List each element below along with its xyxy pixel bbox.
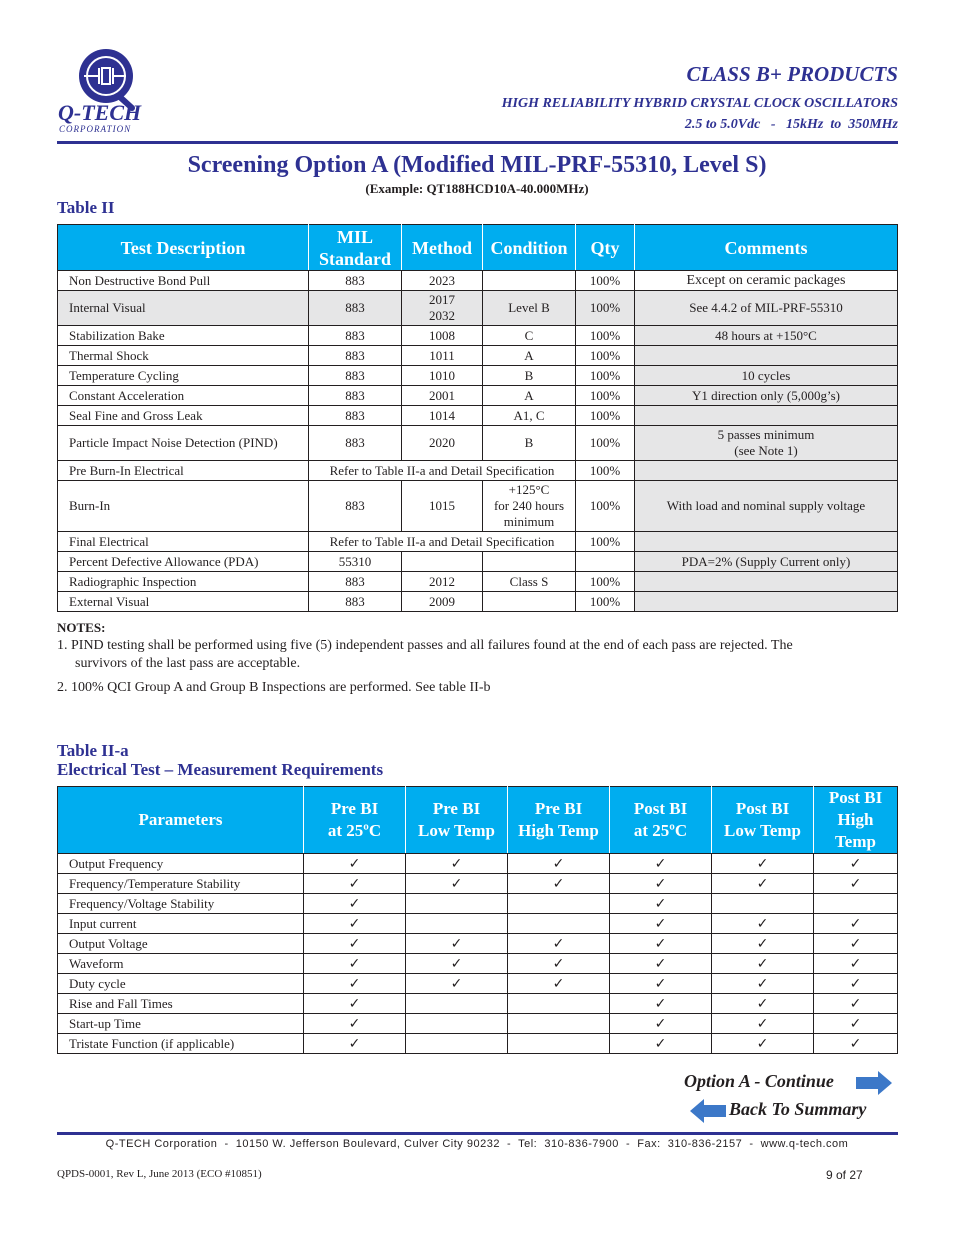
check-icon: ✓ (304, 954, 406, 974)
cell-qty: 100% (576, 461, 635, 481)
col-header-line: Low Temp (418, 821, 495, 840)
check-icon: ✓ (304, 1014, 406, 1034)
company-logo (57, 42, 152, 138)
cell-comments: Y1 direction only (5,000g’s) (635, 386, 898, 406)
table-row (58, 572, 898, 592)
table-row (58, 1034, 898, 1054)
cell-method: 1011 (402, 346, 483, 366)
check-icon: ✓ (508, 874, 610, 894)
table-row (58, 271, 898, 291)
cell-method: 2009 (402, 592, 483, 612)
cell-mil: 883 (309, 366, 402, 386)
table-row (58, 326, 898, 346)
cell-qty: 100% (576, 291, 635, 326)
col-header (712, 787, 814, 854)
col-header (814, 787, 898, 854)
col-header-line: Post BI (735, 799, 790, 818)
check-icon: ✓ (814, 1014, 898, 1034)
cell-condition: B (483, 366, 576, 386)
cell-comments: PDA=2% (Supply Current only) (635, 552, 898, 572)
col-header-line: Pre BI (534, 799, 583, 818)
cell-condition: B (483, 426, 576, 461)
col-header-line: at 25ºC (327, 821, 382, 840)
check-icon: ✓ (610, 874, 712, 894)
check-icon: ✓ (814, 874, 898, 894)
col-header (406, 787, 508, 854)
empty-cell (508, 1034, 610, 1054)
empty-cell (712, 894, 814, 914)
cell-line: for 240 hours (493, 498, 565, 513)
check-icon: ✓ (304, 934, 406, 954)
cell-mil: 883 (309, 386, 402, 406)
cell-test-description: Internal Visual (58, 291, 309, 326)
notes-title: NOTES: (57, 620, 106, 635)
check-icon: ✓ (814, 854, 898, 874)
table-row (58, 406, 898, 426)
cell-parameter: Tristate Function (if applicable) (58, 1034, 304, 1054)
cell-mil: 883 (309, 346, 402, 366)
col-header (58, 787, 304, 854)
col-header (304, 787, 406, 854)
check-icon: ✓ (712, 934, 814, 954)
cell-method: 2012 (402, 572, 483, 592)
electrical-test-table (57, 786, 898, 1054)
check-icon: ✓ (610, 1014, 712, 1034)
table-row (58, 592, 898, 612)
arrow-right-icon (856, 1071, 892, 1095)
check-icon: ✓ (814, 934, 898, 954)
cell-test-description: Non Destructive Bond Pull (58, 271, 309, 291)
cell-comments: Except on ceramic packages (635, 271, 898, 291)
cell-mil: 883 (309, 572, 402, 592)
continue-label: Option A - Continue (684, 1071, 834, 1091)
cell-method: 2001 (402, 386, 483, 406)
col-qty: Qty (576, 225, 635, 271)
check-icon: ✓ (610, 974, 712, 994)
check-icon: ✓ (712, 874, 814, 894)
cell-test-description: Radiographic Inspection (58, 572, 309, 592)
check-icon: ✓ (814, 994, 898, 1014)
check-icon: ✓ (610, 894, 712, 914)
col-test-description: Test Description (58, 225, 309, 271)
cell-line: 2032 (429, 308, 455, 323)
cell-line: +125°C (508, 482, 550, 497)
cell-parameter: Duty cycle (58, 974, 304, 994)
check-icon: ✓ (508, 934, 610, 954)
table-row (58, 874, 898, 894)
cell-condition: A1, C (483, 406, 576, 426)
check-icon: ✓ (610, 914, 712, 934)
cell-parameter: Output Frequency (58, 854, 304, 874)
cell-test-description: Seal Fine and Gross Leak (58, 406, 309, 426)
cell-mil: 883 (309, 426, 402, 461)
check-icon: ✓ (712, 994, 814, 1014)
col-mil-standard (309, 225, 402, 271)
col-header (610, 787, 712, 854)
cell-parameter: Rise and Fall Times (58, 994, 304, 1014)
cell-method (402, 291, 483, 326)
check-icon: ✓ (712, 854, 814, 874)
check-icon: ✓ (304, 1034, 406, 1054)
check-icon: ✓ (712, 954, 814, 974)
cell-condition (483, 552, 576, 572)
table-row (58, 994, 898, 1014)
check-icon: ✓ (610, 934, 712, 954)
screening-table (57, 224, 898, 612)
check-icon: ✓ (712, 914, 814, 934)
col-header-line: Pre BI (330, 799, 379, 818)
check-icon: ✓ (610, 854, 712, 874)
cell-comments (635, 406, 898, 426)
col-header-line: Low Temp (724, 821, 801, 840)
check-icon: ✓ (406, 954, 508, 974)
table-row (58, 346, 898, 366)
example-text: (Example: QT188HCD10A-40.000MHz) (365, 181, 589, 196)
cell-qty: 100% (576, 426, 635, 461)
table-row (58, 461, 898, 481)
cell-qty: 100% (576, 406, 635, 426)
header-specs: 2.5 to 5.0Vdc - 15kHz to 350MHz (684, 117, 898, 132)
cell-mil: 55310 (309, 552, 402, 572)
cell-comments: 10 cycles (635, 366, 898, 386)
table-row (58, 291, 898, 326)
cell-parameter: Input current (58, 914, 304, 934)
cell-comments (635, 592, 898, 612)
cell-qty: 100% (576, 572, 635, 592)
empty-cell (406, 914, 508, 934)
cell-qty: 100% (576, 326, 635, 346)
arrow-left-icon (690, 1099, 726, 1123)
cell-test-description: Stabilization Bake (58, 326, 309, 346)
check-icon: ✓ (712, 974, 814, 994)
check-icon: ✓ (712, 1014, 814, 1034)
note-2: 2. 100% QCI Group A and Group B Inspections are performed. See table II-b (57, 680, 491, 695)
col-header-line: High Temp (835, 810, 876, 851)
empty-cell (508, 1014, 610, 1034)
footer-doc-id: QPDS-0001, Rev L, June 2013 (ECO #10851) (57, 1168, 262, 1180)
cell-line: (see Note 1) (734, 443, 798, 458)
cell-comments (635, 426, 898, 461)
footer-address: Q-TECH Corporation - 10150 W. Jefferson Boulevard, Culver City 90232 - Tel: 310-836-7900 - Fax: 310-836-2157 - www.q-tech.com (105, 1138, 849, 1150)
empty-cell (406, 1034, 508, 1054)
check-icon: ✓ (406, 934, 508, 954)
page-title: Screening Option A (Modified MIL-PRF-55310, Level S) (187, 152, 767, 178)
cell-parameter: Frequency/Temperature Stability (58, 874, 304, 894)
cell-comments: See 4.4.2 of MIL-PRF-55310 (635, 291, 898, 326)
cell-comments (635, 346, 898, 366)
check-icon: ✓ (814, 954, 898, 974)
cell-qty (576, 552, 635, 572)
cell-method: 1015 (402, 481, 483, 532)
check-icon: ✓ (406, 854, 508, 874)
col-comments: Comments (635, 225, 898, 271)
col-mil-line1: MIL (337, 226, 373, 247)
check-icon: ✓ (712, 1034, 814, 1054)
empty-cell (508, 894, 610, 914)
check-icon: ✓ (304, 914, 406, 934)
table-row (58, 532, 898, 552)
cell-condition: A (483, 386, 576, 406)
check-icon: ✓ (508, 954, 610, 974)
cell-method: 1008 (402, 326, 483, 346)
header-rule (57, 141, 898, 144)
cell-comments: 48 hours at +150°C (635, 326, 898, 346)
cell-mil: 883 (309, 291, 402, 326)
empty-cell (508, 994, 610, 1014)
check-icon: ✓ (610, 994, 712, 1014)
cell-method: 1014 (402, 406, 483, 426)
cell-test-description: Final Electrical (58, 532, 309, 552)
empty-cell (406, 1014, 508, 1034)
check-icon: ✓ (814, 1034, 898, 1054)
cell-condition: A (483, 346, 576, 366)
option-a-continue-link[interactable] (684, 1071, 834, 1095)
cell-qty: 100% (576, 271, 635, 291)
note-1b: survivors of the last pass are acceptable. (75, 656, 301, 671)
cell-test-description: Percent Defective Allowance (PDA) (58, 552, 309, 572)
cell-test-description: Particle Impact Noise Detection (PIND) (58, 426, 309, 461)
table-row (58, 854, 898, 874)
check-icon: ✓ (304, 994, 406, 1014)
cell-parameter: Start-up Time (58, 1014, 304, 1034)
cell-condition: C (483, 326, 576, 346)
empty-cell (406, 894, 508, 914)
cell-test-description: Constant Acceleration (58, 386, 309, 406)
col-method: Method (402, 225, 483, 271)
table-row (58, 1014, 898, 1034)
col-header-line: Post BI (633, 799, 688, 818)
check-icon: ✓ (406, 874, 508, 894)
table-row (58, 481, 898, 532)
cell-method (402, 552, 483, 572)
check-icon: ✓ (304, 874, 406, 894)
header-title: CLASS B+ PRODUCTS (686, 62, 898, 86)
cell-test-description: Thermal Shock (58, 346, 309, 366)
table-row (58, 934, 898, 954)
cell-parameter: Output Voltage (58, 934, 304, 954)
cell-parameter: Frequency/Voltage Stability (58, 894, 304, 914)
col-header-line: at 25ºC (633, 821, 688, 840)
cell-method: 1010 (402, 366, 483, 386)
col-header-line: Post BI (828, 788, 883, 807)
cell-comments (635, 461, 898, 481)
table-row (58, 954, 898, 974)
cell-line: 2017 (429, 292, 455, 307)
cell-qty: 100% (576, 366, 635, 386)
cell-qty: 100% (576, 532, 635, 552)
cell-condition: Class S (483, 572, 576, 592)
empty-cell (508, 914, 610, 934)
logo-name: Q-TECH (58, 100, 142, 125)
cell-comments (635, 572, 898, 592)
cell-line: 5 passes minimum (717, 427, 815, 442)
col-mil-line2: Standard (318, 248, 392, 269)
col-header-line: Pre BI (432, 799, 481, 818)
check-icon: ✓ (304, 854, 406, 874)
col-condition: Condition (483, 225, 576, 271)
page-number: 9 of 27 (826, 1168, 863, 1182)
header-subtitle: HIGH RELIABILITY HYBRID CRYSTAL CLOCK OSCILLATORS (501, 96, 898, 111)
table-row (58, 426, 898, 461)
cell-qty: 100% (576, 592, 635, 612)
table2a-sublabel: Electrical Test – Measurement Requirements (57, 760, 384, 779)
check-icon: ✓ (508, 974, 610, 994)
check-icon: ✓ (304, 894, 406, 914)
check-icon: ✓ (814, 914, 898, 934)
logo-subtitle: CORPORATION (59, 124, 132, 134)
col-header (508, 787, 610, 854)
table-row (58, 366, 898, 386)
cell-method: 2023 (402, 271, 483, 291)
cell-test-description: Pre Burn-In Electrical (58, 461, 309, 481)
cell-qty: 100% (576, 386, 635, 406)
cell-test-description: External Visual (58, 592, 309, 612)
empty-cell (406, 994, 508, 1014)
check-icon: ✓ (814, 974, 898, 994)
check-icon: ✓ (406, 974, 508, 994)
cell-condition (483, 592, 576, 612)
cell-condition (483, 271, 576, 291)
cell-test-description: Temperature Cycling (58, 366, 309, 386)
table-row (58, 914, 898, 934)
cell-method: 2020 (402, 426, 483, 461)
check-icon: ✓ (610, 954, 712, 974)
table2a-label: Table II-a (57, 741, 129, 760)
col-header-line: Parameters (138, 810, 223, 829)
cell-mil: 883 (309, 326, 402, 346)
cell-reference: Refer to Table II-a and Detail Specification (309, 532, 576, 552)
footer-rule (57, 1132, 898, 1135)
table2-label: Table II (57, 198, 115, 217)
cell-comments (635, 532, 898, 552)
table-row (58, 894, 898, 914)
table-row (58, 552, 898, 572)
cell-condition: Level B (483, 291, 576, 326)
cell-comments: With load and nominal supply voltage (635, 481, 898, 532)
note-1a: 1. PIND testing shall be performed using five (5) independent passes and all failures found at the end of each pass are rejected. The (57, 638, 793, 653)
table-row (58, 386, 898, 406)
cell-mil: 883 (309, 271, 402, 291)
cell-qty: 100% (576, 346, 635, 366)
cell-line: minimum (503, 514, 555, 529)
check-icon: ✓ (610, 1034, 712, 1054)
cell-parameter: Waveform (58, 954, 304, 974)
cell-test-description: Burn-In (58, 481, 309, 532)
check-icon: ✓ (508, 854, 610, 874)
cell-reference: Refer to Table II-a and Detail Specification (309, 461, 576, 481)
cell-mil: 883 (309, 592, 402, 612)
cell-qty: 100% (576, 481, 635, 532)
cell-condition (483, 481, 576, 532)
check-icon: ✓ (304, 974, 406, 994)
table-row (58, 974, 898, 994)
cell-mil: 883 (309, 406, 402, 426)
back-label: Back To Summary (729, 1099, 867, 1119)
cell-mil: 883 (309, 481, 402, 532)
empty-cell (814, 894, 898, 914)
col-header-line: High Temp (518, 821, 599, 840)
